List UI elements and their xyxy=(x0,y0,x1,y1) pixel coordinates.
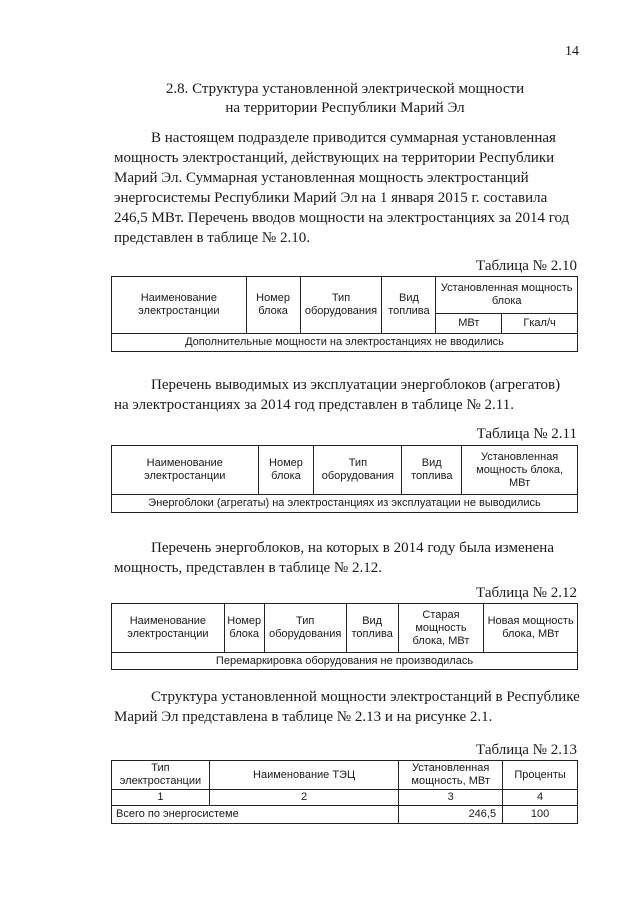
header-block-number: Номер блока xyxy=(246,277,300,334)
header-new-capacity: Новая мощность блока, МВт xyxy=(484,604,578,653)
column-number: 2 xyxy=(209,790,398,806)
header-block-number: Номер блока xyxy=(224,604,264,653)
header-station: Наименование электростанции xyxy=(112,604,225,653)
table-note: Дополнительные мощности на электростанциях не вводились xyxy=(112,334,578,352)
table-note: Энергоблоки (агрегаты) на электростанциях из эксплуатации не выводились xyxy=(112,495,578,513)
header-fuel-type: Вид топлива xyxy=(402,446,462,495)
text-line: В настоящем подразделе приводится суммарная установленная xyxy=(151,130,556,146)
header-installed-capacity: Установленная мощность блока xyxy=(436,277,578,314)
total-label: Всего по энергосистеме xyxy=(112,806,399,824)
table-2-10 xyxy=(111,276,578,352)
table-2-12-caption: Таблица № 2.12 xyxy=(476,585,577,601)
table-2-13-caption: Таблица № 2.13 xyxy=(476,742,577,758)
header-old-capacity: Старая мощность блока, МВт xyxy=(398,604,484,653)
header-mw: МВт xyxy=(436,314,502,334)
header-equipment-type: Тип оборудования xyxy=(314,446,402,495)
intro-paragraph xyxy=(114,128,580,248)
header-equipment-type: Тип оборудования xyxy=(300,277,382,334)
header-equipment-type: Тип оборудования xyxy=(264,604,346,653)
table-2-10-caption: Таблица № 2.10 xyxy=(476,258,577,274)
paragraph-2 xyxy=(114,375,580,415)
paragraph-4 xyxy=(114,687,580,727)
table-2-11 xyxy=(111,445,578,513)
total-percent: 100 xyxy=(503,806,578,824)
header-gcal: Гкал/ч xyxy=(502,314,578,334)
text-line: представлен в таблице № 2.10. xyxy=(114,230,310,246)
text-line: Перечень выводимых из эксплуатации энергоблоков (агрегатов) xyxy=(151,377,561,393)
text-line: энергосистемы Республики Марий Эл на 1 января 2015 г. составила xyxy=(114,190,548,206)
section-heading xyxy=(110,80,580,118)
text-line: Марий Эл представлена в таблице № 2.13 и на рисунке 2.1. xyxy=(114,709,493,725)
table-2-12 xyxy=(111,603,578,670)
total-capacity: 246,5 xyxy=(399,806,503,824)
text-line: на электростанциях за 2014 год представлен в таблице № 2.11. xyxy=(114,397,514,413)
text-line: мощность электростанций, действующих на территории Республики xyxy=(114,150,555,166)
text-line: Марий Эл. Суммарная установленная мощность электростанций xyxy=(114,170,529,186)
column-number: 3 xyxy=(399,790,503,806)
header-percent: Проценты xyxy=(503,761,578,790)
header-station-type: Тип электростанции xyxy=(112,761,210,790)
text-line: Структура установленной мощности электростанций в Республике xyxy=(151,689,580,705)
header-station: Наименование электростанции xyxy=(112,277,247,334)
column-number: 4 xyxy=(503,790,578,806)
text-line: 246,5 МВт. Перечень вводов мощности на электростанциях за 2014 год xyxy=(114,210,570,226)
text-line: Перечень энергоблоков, на которых в 2014 году была изменена xyxy=(151,540,554,556)
table-2-11-caption: Таблица № 2.11 xyxy=(476,426,577,442)
paragraph-3 xyxy=(114,538,580,578)
header-tec-name: Наименование ТЭЦ xyxy=(209,761,398,790)
header-fuel-type: Вид топлива xyxy=(382,277,436,334)
text-line: мощность, представлен в таблице № 2.12. xyxy=(114,560,382,576)
column-number: 1 xyxy=(112,790,210,806)
table-2-13 xyxy=(111,760,578,824)
table-note: Перемаркировка оборудования не производилась xyxy=(112,653,578,670)
section-heading-line-1: 2.8. Структура установленной электрической мощности xyxy=(165,81,525,97)
header-block-number: Номер блока xyxy=(258,446,314,495)
section-heading-line-2: на территории Республики Марий Эл xyxy=(225,100,465,116)
header-station: Наименование электростанции xyxy=(112,446,259,495)
page-number: 14 xyxy=(565,44,579,59)
header-fuel-type: Вид топлива xyxy=(346,604,398,653)
header-installed-capacity: Установленная мощность, МВт xyxy=(399,761,503,790)
header-installed-capacity: Установленная мощность блока, МВт xyxy=(462,446,578,495)
